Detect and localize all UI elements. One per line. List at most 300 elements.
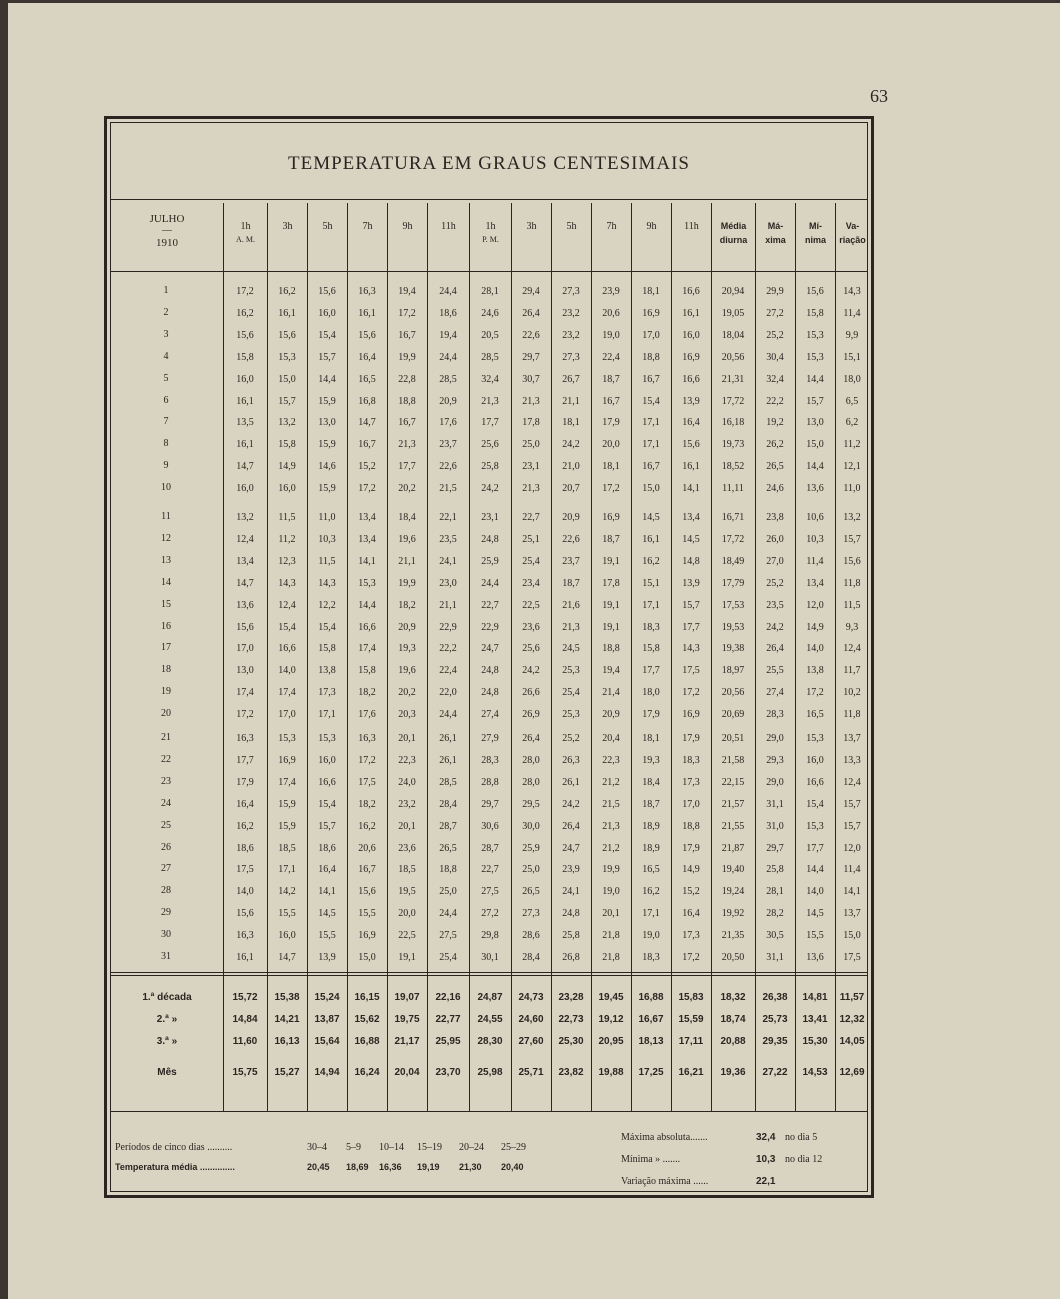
cell-value: 12,2 xyxy=(318,599,336,611)
header-month-cell xyxy=(111,203,223,271)
cell-value: 10,3 xyxy=(318,533,336,545)
cell-value: 31,1 xyxy=(766,952,784,963)
cell-value: 20,50 xyxy=(721,952,745,963)
cell-value: 21,5 xyxy=(602,798,620,810)
cell-value: 19,6 xyxy=(398,665,416,677)
cell-value: 26,0 xyxy=(766,533,784,545)
month-label: Mês xyxy=(157,1067,177,1078)
cell-value: 17,7 xyxy=(236,754,254,766)
cell-value: 19,40 xyxy=(721,864,745,876)
cell-value: 24,1 xyxy=(439,555,457,567)
cell-value: 14,4 xyxy=(318,373,336,385)
day-number: 28 xyxy=(161,885,171,897)
header-col-14 xyxy=(795,203,835,271)
cell-value: 23,5 xyxy=(766,599,784,611)
period-mean: 16,36 xyxy=(379,1162,402,1172)
header-col-13 xyxy=(755,203,795,271)
cell-value: 25,9 xyxy=(481,555,499,567)
month-value: 16,21 xyxy=(678,1067,704,1078)
cell-value: 14,1 xyxy=(358,555,376,567)
cell-value: 20,3 xyxy=(398,709,416,721)
cell-value: 18,2 xyxy=(358,687,376,699)
cell-value: 25,3 xyxy=(562,665,580,677)
cell-value: 9,3 xyxy=(845,621,859,633)
periods-label: Períodos de cinco dias .......... xyxy=(115,1142,233,1153)
cell-value: 27,2 xyxy=(766,307,784,319)
header-col-9 xyxy=(591,203,631,271)
cell-value: 23,0 xyxy=(439,577,457,589)
decade-value: 16,88 xyxy=(638,992,664,1003)
cell-value: 24,4 xyxy=(481,577,499,589)
period-range: 30–4 xyxy=(307,1142,327,1153)
day-number: 13 xyxy=(161,554,171,566)
header-col-label: 11h xyxy=(684,221,699,232)
cell-value: 13,4 xyxy=(236,555,254,567)
month-value: 17,25 xyxy=(638,1067,664,1078)
cell-value: 16,9 xyxy=(682,709,700,721)
cell-value: 16,3 xyxy=(358,286,376,297)
header-dash: — xyxy=(162,225,172,236)
cell-value: 24,2 xyxy=(522,665,540,677)
month-value: 12,69 xyxy=(839,1067,865,1078)
cell-value: 18,9 xyxy=(642,820,660,832)
decade-value: 17,11 xyxy=(678,1036,704,1047)
cell-value: 16,4 xyxy=(236,798,254,810)
day-number: 29 xyxy=(161,907,171,919)
cell-value: 10,2 xyxy=(843,687,861,699)
day-number: 22 xyxy=(161,753,171,765)
cell-value: 19,9 xyxy=(398,577,416,589)
decade-value: 18,74 xyxy=(720,1014,746,1025)
cell-value: 16,4 xyxy=(358,351,376,363)
cell-value: 17,1 xyxy=(278,864,296,876)
header-col-label: 7h xyxy=(606,221,617,232)
cell-value: 26,1 xyxy=(562,776,580,788)
cell-value: 13,6 xyxy=(806,483,824,495)
cell-value: 12,0 xyxy=(806,599,824,611)
cell-value: 21,8 xyxy=(602,930,620,942)
cell-value: 29,7 xyxy=(481,798,499,810)
cell-value: 28,5 xyxy=(481,351,499,363)
cell-value: 23,1 xyxy=(522,461,540,473)
header-col-3 xyxy=(347,203,387,271)
header-col-4 xyxy=(387,203,427,271)
cell-value: 18,1 xyxy=(642,286,660,297)
header-col-label: 9h xyxy=(646,221,657,232)
month-value: 19,88 xyxy=(598,1067,624,1078)
cell-value: 17,5 xyxy=(236,864,254,876)
cell-value: 26,1 xyxy=(439,754,457,766)
cell-value: 11,2 xyxy=(278,533,296,545)
header-col-sublabel: nima xyxy=(804,235,826,245)
cell-value: 28,7 xyxy=(439,820,457,832)
cell-value: 15,0 xyxy=(843,930,861,942)
cell-value: 23,2 xyxy=(562,329,580,341)
day-number: 30 xyxy=(161,929,171,941)
min-absolute-label: Mínima » ....... xyxy=(621,1154,681,1165)
cell-value: 15,6 xyxy=(278,329,296,341)
cell-value: 14,4 xyxy=(806,373,824,385)
cell-value: 16,3 xyxy=(236,733,254,744)
cell-value: 16,7 xyxy=(358,864,376,876)
cell-value: 15,7 xyxy=(278,395,296,407)
decade-value: 28,30 xyxy=(477,1036,503,1047)
decade-separator xyxy=(111,972,867,973)
cell-value: 25,3 xyxy=(562,709,580,721)
cell-value: 16,7 xyxy=(642,373,660,385)
cell-value: 16,1 xyxy=(682,307,700,319)
period-range: 5–9 xyxy=(346,1142,361,1153)
cell-value: 17,9 xyxy=(682,733,700,744)
cell-value: 23,8 xyxy=(766,512,784,523)
cell-value: 16,6 xyxy=(318,776,336,788)
cell-value: 16,7 xyxy=(642,461,660,473)
cell-value: 15,6 xyxy=(236,329,254,341)
cell-value: 11,5 xyxy=(278,512,296,523)
cell-value: 15,1 xyxy=(843,351,861,363)
month-value: 27,22 xyxy=(762,1067,788,1078)
cell-value: 15,6 xyxy=(236,621,254,633)
page-top-edge xyxy=(0,0,1060,3)
cell-value: 16,6 xyxy=(358,621,376,633)
cell-value: 15,6 xyxy=(843,555,861,567)
cell-value: 15,8 xyxy=(806,307,824,319)
decade-value: 16,88 xyxy=(354,1036,380,1047)
header-year: 1910 xyxy=(156,237,178,249)
cell-value: 16,9 xyxy=(358,930,376,942)
header-col-sublabel: A. M. xyxy=(236,235,255,244)
month-value: 25,98 xyxy=(477,1067,503,1078)
cell-value: 21,1 xyxy=(562,395,580,407)
header-col-label: 9h xyxy=(402,221,413,232)
decade-value: 19,45 xyxy=(598,992,624,1003)
cell-value: 25,4 xyxy=(522,555,540,567)
cell-value: 20,1 xyxy=(398,820,416,832)
cell-value: 25,6 xyxy=(522,643,540,655)
header-col-label: 1h xyxy=(240,221,251,232)
cell-value: 16,2 xyxy=(642,886,660,898)
cell-value: 17,2 xyxy=(398,307,416,319)
decade-value: 27,60 xyxy=(518,1036,544,1047)
cell-value: 15,8 xyxy=(642,643,660,655)
cell-value: 17,6 xyxy=(358,709,376,721)
cell-value: 13,7 xyxy=(843,733,861,744)
header-col-6 xyxy=(469,203,511,271)
cell-value: 20,2 xyxy=(398,687,416,699)
decade-separator-2 xyxy=(111,975,867,976)
cell-value: 26,3 xyxy=(562,754,580,766)
decade-value: 25,95 xyxy=(435,1036,461,1047)
cell-value: 23,5 xyxy=(439,533,457,545)
cell-value: 27,4 xyxy=(766,687,784,699)
decade-value: 22,73 xyxy=(558,1014,584,1025)
cell-value: 17,72 xyxy=(721,533,745,545)
cell-value: 15,7 xyxy=(843,820,861,832)
cell-value: 22,0 xyxy=(439,687,457,699)
cell-value: 15,4 xyxy=(642,395,660,407)
cell-value: 21,35 xyxy=(721,930,745,942)
cell-value: 26,9 xyxy=(522,709,540,721)
cell-value: 15,5 xyxy=(278,908,296,920)
cell-value: 15,6 xyxy=(236,908,254,920)
cell-value: 17,1 xyxy=(642,439,660,451)
cell-value: 24,2 xyxy=(766,621,784,633)
cell-value: 28,3 xyxy=(766,709,784,721)
cell-value: 20,6 xyxy=(358,842,376,854)
header-col-label: 1h xyxy=(485,221,496,232)
cell-value: 24,7 xyxy=(562,842,580,854)
cell-value: 18,1 xyxy=(562,417,580,429)
cell-value: 13,9 xyxy=(318,952,336,963)
cell-value: 11,4 xyxy=(806,555,824,567)
cell-value: 13,3 xyxy=(843,754,861,766)
cell-value: 14,5 xyxy=(806,908,824,920)
day-number: 23 xyxy=(161,775,171,787)
decade-value: 15,72 xyxy=(232,992,258,1003)
cell-value: 16,0 xyxy=(682,329,700,341)
day-number: 11 xyxy=(161,511,171,522)
cell-value: 12,3 xyxy=(278,555,296,567)
cell-value: 17,4 xyxy=(358,643,376,655)
cell-value: 14,3 xyxy=(843,286,861,297)
month-value: 15,75 xyxy=(232,1067,258,1078)
day-number: 20 xyxy=(161,708,171,720)
cell-value: 16,7 xyxy=(602,395,620,407)
header-col-8 xyxy=(551,203,591,271)
cell-value: 18,1 xyxy=(642,733,660,744)
cell-value: 21,1 xyxy=(398,555,416,567)
cell-value: 18,2 xyxy=(358,798,376,810)
decade-label: 1.ª década xyxy=(142,992,192,1003)
header-col-5 xyxy=(427,203,469,271)
cell-value: 18,6 xyxy=(318,842,336,854)
cell-value: 20,56 xyxy=(721,687,745,699)
cell-value: 22,9 xyxy=(439,621,457,633)
cell-value: 24,2 xyxy=(562,439,580,451)
cell-value: 29,8 xyxy=(481,930,499,942)
decade-value: 19,12 xyxy=(598,1014,624,1025)
header-col-10 xyxy=(631,203,671,271)
day-number: 6 xyxy=(163,394,169,406)
max-absolute-day: no dia 5 xyxy=(785,1132,818,1143)
cell-value: 16,9 xyxy=(602,512,620,523)
cell-value: 25,2 xyxy=(562,733,580,744)
cell-value: 30,7 xyxy=(522,373,540,385)
cell-value: 12,1 xyxy=(843,461,861,473)
day-number: 15 xyxy=(161,598,171,610)
cell-value: 28,5 xyxy=(439,776,457,788)
cell-value: 17,3 xyxy=(318,687,336,699)
cell-value: 11,8 xyxy=(843,577,861,589)
cell-value: 27,4 xyxy=(481,709,499,721)
cell-value: 15,5 xyxy=(806,930,824,942)
cell-value: 24,2 xyxy=(481,483,499,495)
cell-value: 15,0 xyxy=(358,952,376,963)
cell-value: 15,6 xyxy=(682,439,700,451)
cell-value: 13,2 xyxy=(843,512,861,523)
cell-value: 31,1 xyxy=(766,798,784,810)
cell-value: 26,8 xyxy=(562,952,580,963)
cell-value: 19,0 xyxy=(602,329,620,341)
cell-value: 24,4 xyxy=(439,286,457,297)
cell-value: 18,8 xyxy=(642,351,660,363)
cell-value: 25,6 xyxy=(481,439,499,451)
cell-value: 20,5 xyxy=(481,329,499,341)
cell-value: 20,7 xyxy=(562,483,580,495)
cell-value: 17,9 xyxy=(682,842,700,854)
cell-value: 14,3 xyxy=(318,577,336,589)
cell-value: 19,9 xyxy=(602,864,620,876)
cell-value: 17,7 xyxy=(682,621,700,633)
cell-value: 22,7 xyxy=(522,512,540,523)
cell-value: 17,2 xyxy=(236,286,254,297)
cell-value: 24,4 xyxy=(439,908,457,920)
cell-value: 19,2 xyxy=(766,417,784,429)
cell-value: 30,5 xyxy=(766,930,784,942)
cell-value: 15,2 xyxy=(358,461,376,473)
cell-value: 20,0 xyxy=(602,439,620,451)
cell-value: 15,9 xyxy=(318,439,336,451)
cell-value: 27,3 xyxy=(522,908,540,920)
cell-value: 19,0 xyxy=(642,930,660,942)
decade-value: 15,38 xyxy=(274,992,300,1003)
cell-value: 15,3 xyxy=(278,351,296,363)
cell-value: 13,4 xyxy=(806,577,824,589)
header-col-0 xyxy=(223,203,267,271)
cell-value: 15,8 xyxy=(236,351,254,363)
cell-value: 23,2 xyxy=(398,798,416,810)
cell-value: 28,1 xyxy=(766,886,784,898)
period-range: 10–14 xyxy=(379,1142,404,1153)
day-number: 3 xyxy=(163,328,169,340)
table-frame xyxy=(104,116,874,1198)
cell-value: 17,0 xyxy=(682,798,700,810)
cell-value: 11,0 xyxy=(843,483,861,495)
cell-value: 27,0 xyxy=(766,555,784,567)
cell-value: 18,49 xyxy=(721,555,745,567)
header-col-label: 3h xyxy=(282,221,293,232)
cell-value: 17,8 xyxy=(522,417,540,429)
cell-value: 13,9 xyxy=(682,577,700,589)
cell-value: 17,5 xyxy=(843,952,861,963)
cell-value: 29,5 xyxy=(522,798,540,810)
cell-value: 14,5 xyxy=(682,533,700,545)
cell-value: 25,8 xyxy=(562,930,580,942)
cell-value: 14,4 xyxy=(806,864,824,876)
cell-value: 25,9 xyxy=(522,842,540,854)
cell-value: 17,79 xyxy=(721,577,745,589)
cell-value: 18,5 xyxy=(398,864,416,876)
cell-value: 27,3 xyxy=(562,351,580,363)
cell-value: 21,3 xyxy=(602,820,620,832)
cell-value: 22,9 xyxy=(481,621,499,633)
day-number: 2 xyxy=(163,306,169,318)
period-mean: 19,19 xyxy=(417,1162,440,1172)
cell-value: 16,1 xyxy=(278,307,296,319)
cell-value: 17,7 xyxy=(806,842,824,854)
cell-value: 18,4 xyxy=(642,776,660,788)
max-variation-value: 22,1 xyxy=(756,1176,776,1187)
cell-value: 16,2 xyxy=(642,555,660,567)
cell-value: 13,6 xyxy=(236,599,254,611)
day-number: 8 xyxy=(163,438,169,450)
decade-value: 14,05 xyxy=(839,1036,865,1047)
cell-value: 18,5 xyxy=(278,842,296,854)
cell-value: 18,0 xyxy=(642,687,660,699)
cell-value: 13,6 xyxy=(806,952,824,963)
cell-value: 17,8 xyxy=(602,577,620,589)
cell-value: 14,1 xyxy=(843,886,861,898)
cell-value: 16,0 xyxy=(278,483,296,495)
cell-value: 19,92 xyxy=(721,908,745,920)
decade-value: 19,75 xyxy=(394,1014,420,1025)
day-number: 27 xyxy=(161,863,171,875)
month-value: 15,27 xyxy=(274,1067,300,1078)
cell-value: 17,72 xyxy=(721,395,745,407)
cell-value: 15,0 xyxy=(806,439,824,451)
cell-value: 15,7 xyxy=(806,395,824,407)
cell-value: 16,2 xyxy=(278,286,296,297)
cell-value: 17,9 xyxy=(642,709,660,721)
decade-value: 11,60 xyxy=(232,1036,258,1047)
cell-value: 17,6 xyxy=(439,417,457,429)
cell-value: 25,0 xyxy=(522,864,540,876)
cell-value: 17,2 xyxy=(358,754,376,766)
decade-value: 24,60 xyxy=(518,1014,544,1025)
header-col-label: Média xyxy=(720,221,747,231)
cell-value: 15,7 xyxy=(843,798,861,810)
decade-value: 20,95 xyxy=(598,1036,624,1047)
cell-value: 20,51 xyxy=(721,733,745,744)
cell-value: 16,71 xyxy=(721,512,745,523)
period-mean: 20,40 xyxy=(501,1162,524,1172)
cell-value: 22,2 xyxy=(766,395,784,407)
cell-value: 14,5 xyxy=(318,908,336,920)
cell-value: 21,3 xyxy=(398,439,416,451)
cell-value: 18,97 xyxy=(721,665,745,677)
decade-value: 18,13 xyxy=(638,1036,664,1047)
cell-value: 24,0 xyxy=(398,776,416,788)
cell-value: 15,6 xyxy=(806,286,824,297)
cell-value: 12,4 xyxy=(236,533,254,545)
period-mean: 21,30 xyxy=(459,1162,482,1172)
cell-value: 21,3 xyxy=(522,483,540,495)
cell-value: 25,1 xyxy=(522,533,540,545)
cell-value: 21,0 xyxy=(562,461,580,473)
cell-value: 16,6 xyxy=(278,643,296,655)
cell-value: 15,5 xyxy=(358,908,376,920)
day-number: 16 xyxy=(161,620,171,632)
cell-value: 16,1 xyxy=(642,533,660,545)
cell-value: 22,1 xyxy=(439,512,457,523)
cell-value: 16,4 xyxy=(682,417,700,429)
cell-value: 15,3 xyxy=(806,820,824,832)
cell-value: 26,4 xyxy=(562,820,580,832)
cell-value: 19,1 xyxy=(398,952,416,963)
cell-value: 18,8 xyxy=(602,643,620,655)
day-number: 1 xyxy=(163,285,169,296)
day-number: 17 xyxy=(161,642,171,654)
cell-value: 18,3 xyxy=(682,754,700,766)
decade-value: 14,21 xyxy=(274,1014,300,1025)
cell-value: 21,1 xyxy=(439,599,457,611)
cell-value: 22,4 xyxy=(439,665,457,677)
cell-value: 13,5 xyxy=(236,417,254,429)
cell-value: 20,1 xyxy=(602,908,620,920)
cell-value: 22,4 xyxy=(602,351,620,363)
cell-value: 28,4 xyxy=(522,952,540,963)
cell-value: 11,5 xyxy=(318,555,336,567)
